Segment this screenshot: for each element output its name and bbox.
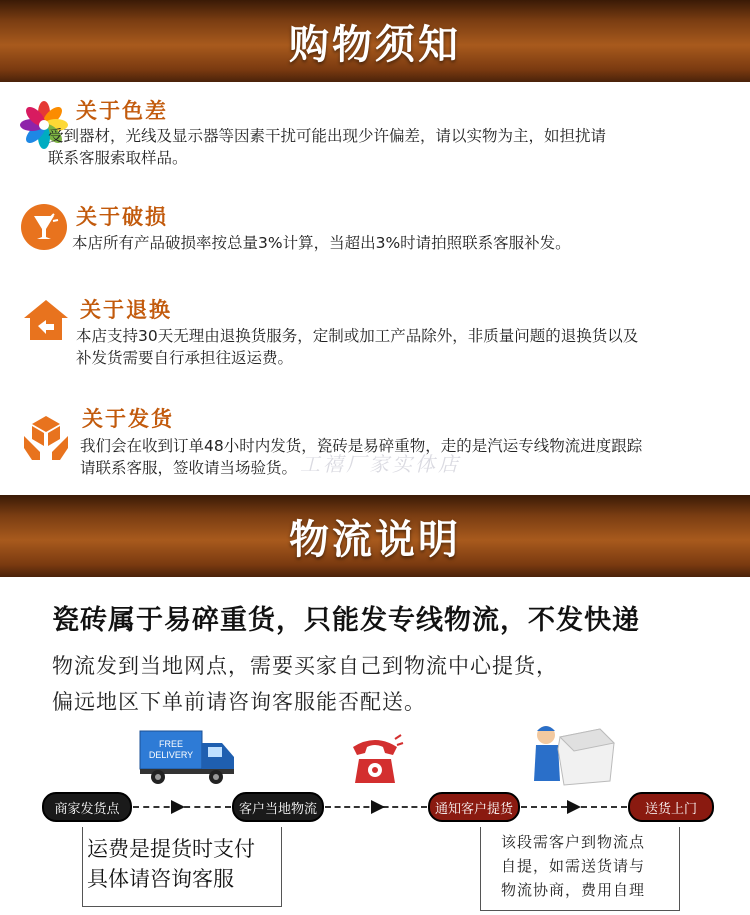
- delivery-person-icon: [530, 721, 620, 791]
- freight-note: [82, 827, 282, 907]
- step-merchant-shipping-point: 商家发货点: [42, 792, 132, 822]
- banner-title: 购物须知: [289, 21, 461, 68]
- logistics-line: 偏远地区下单前请咨询客服能否配送。: [52, 690, 426, 714]
- flow-arrow: [133, 806, 231, 808]
- hands-package-icon: [20, 412, 72, 464]
- store-watermark: 工禧厂家实体店: [300, 452, 461, 476]
- notice-title: 关于退换: [80, 297, 172, 322]
- logistics-banner: [0, 495, 750, 577]
- flow-arrow: [521, 806, 627, 808]
- step-notify-pickup: 通知客户提货: [428, 792, 520, 822]
- delivery-truck-icon: [138, 727, 238, 787]
- notice-body: [48, 125, 738, 169]
- notice-breakage: [20, 198, 735, 268]
- notice-line: 请联系客服，签收请当场验货。: [80, 459, 298, 477]
- notice-line: 本店支持30天无理由退换货服务，定制或加工产品除外，非质量问题的退换货以及: [76, 327, 639, 345]
- step-local-logistics: 客户当地物流: [232, 792, 324, 822]
- notice-title: 关于色差: [76, 98, 168, 123]
- note-line: 物流协商，费用自理: [501, 881, 646, 899]
- pickup-note: [480, 827, 680, 911]
- logistics-flow-diagram: [0, 715, 750, 915]
- truck-label-1: FREE: [158, 739, 184, 749]
- notice-line: 本店所有产品破损率按总量3%计算，当超出3%时请拍照联系客服补发。: [72, 234, 571, 252]
- notice-title: 关于发货: [82, 406, 174, 431]
- house-return-icon: [20, 296, 72, 348]
- notice-line: 受到器材，光线及显示器等因素干扰可能出现少许偏差，请以实物为主，如担扰请: [48, 127, 607, 145]
- notice-body: [72, 232, 732, 254]
- notice-line: 联系客服索取样品。: [48, 149, 188, 167]
- broken-glass-icon: [20, 203, 72, 255]
- notice-return-exchange: [20, 292, 735, 372]
- flow-arrow: [325, 806, 427, 808]
- step-home-delivery: 送货上门: [628, 792, 714, 822]
- note-line: 具体请咨询客服: [87, 867, 234, 891]
- note-line: 自提，如需送货请与: [501, 857, 646, 875]
- notice-body: [76, 325, 736, 369]
- shopping-notice-banner: [0, 0, 750, 82]
- notice-line: 补发货需要自行承担往返运费。: [76, 349, 294, 367]
- notice-title: 关于破损: [76, 204, 168, 229]
- truck-label-2: DELIVERY: [148, 750, 194, 760]
- logistics-headline: 瓷砖属于易碎重货，只能发专线物流，不发快递: [52, 605, 640, 636]
- telephone-icon: [345, 733, 405, 788]
- logistics-line: 物流发到当地网点，需要买家自己到物流中心提货，: [52, 654, 558, 678]
- note-line: 运费是提货时支付: [87, 837, 255, 861]
- note-line: 该段需客户到物流点: [501, 833, 646, 851]
- banner-title: 物流说明: [289, 516, 461, 563]
- notice-color-difference: [20, 95, 735, 175]
- notice-line: 我们会在收到订单48小时内发货，瓷砖是易碎重物，走的是汽运专线物流进度跟踪: [80, 437, 643, 455]
